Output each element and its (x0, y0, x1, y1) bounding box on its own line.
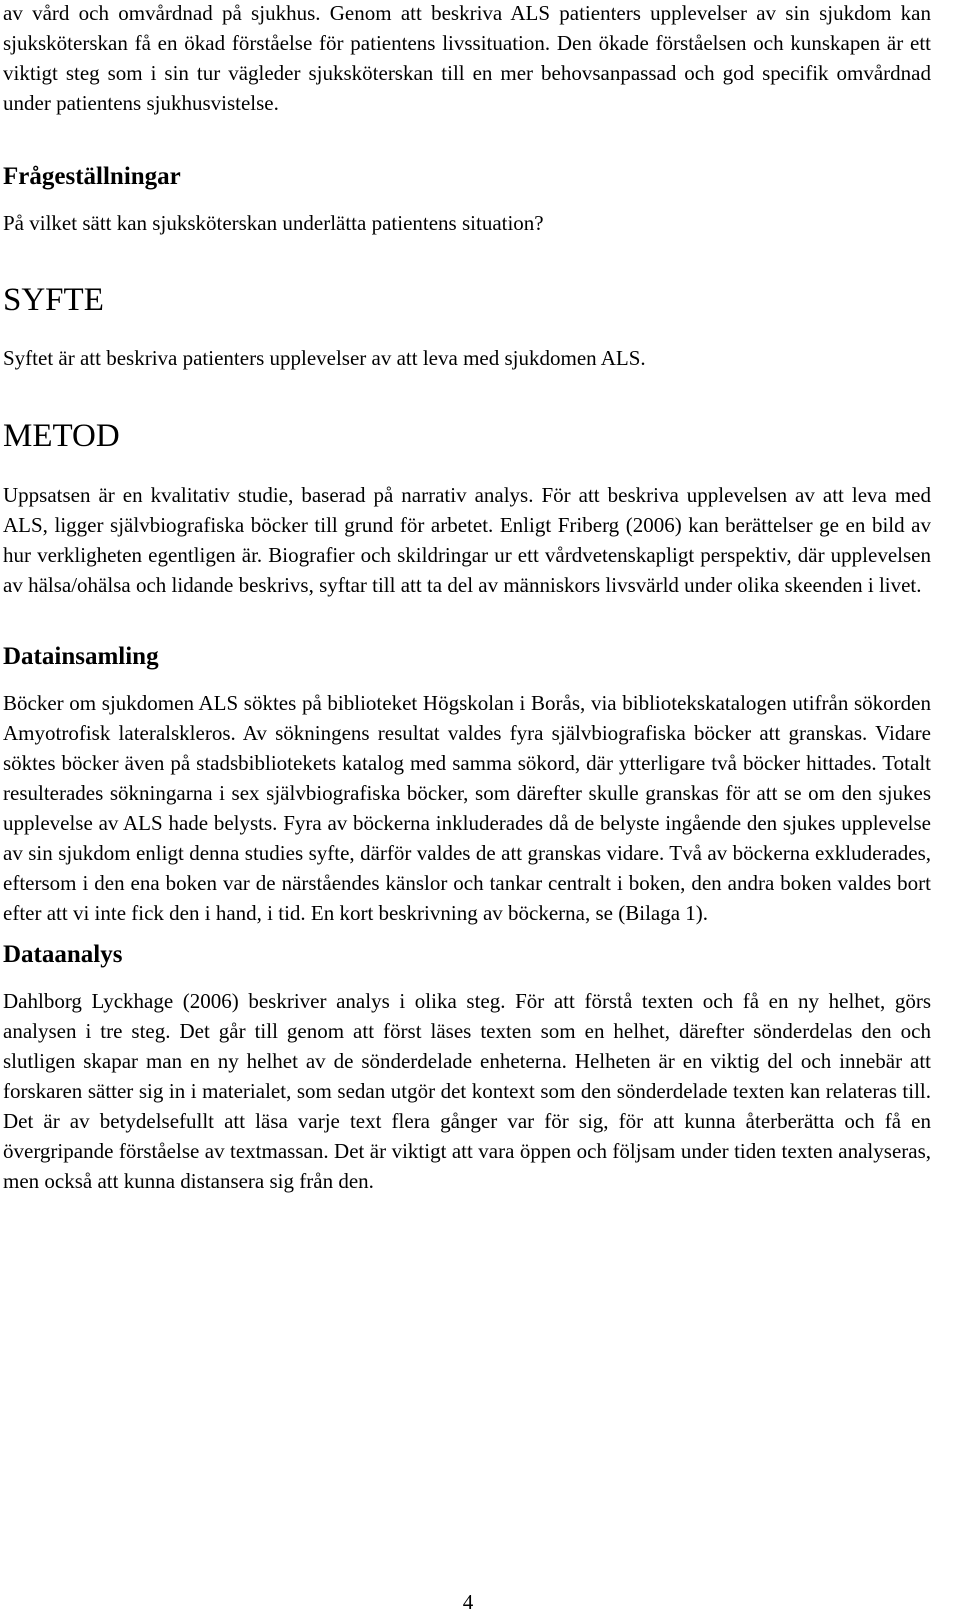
syfte-heading: SYFTE (3, 282, 104, 318)
fragestallningar-heading: Frågeställningar (3, 163, 181, 190)
dataanalys-heading: Dataanalys (3, 941, 123, 968)
page-number: 4 (462, 1590, 474, 1614)
fragestallningar-paragraph: På vilket sätt kan sjuksköterskan underlätta patientens situation? (3, 211, 544, 235)
datainsamling-heading: Datainsamling (3, 643, 159, 670)
dataanalys-paragraph: Dahlborg Lyckhage (2006) beskriver analys i olika steg. För att förstå texten och få en ny helhet, görs analysen i tre steg. Det går till genom att först läses texten som en helhet, därefter sönderdelas den och slutligen skapar man en ny helhet av de sönderdelade enheterna. Helheten är en viktig del och innebär att forskaren sätter sig in i materialet, som sedan utgör det kontext som den sönderdelade texten kan relateras till. Det är av betydelsefullt att läsa varje text flera gånger var för sig, för att kunna återberätta och få en övergripande förståelse av textmassan. Det är viktigt att vara öppen och följsam under tiden texten analyseras, men också att kunna distansera sig från den. (3, 989, 931, 1193)
datainsamling-paragraph: Böcker om sjukdomen ALS söktes på biblioteket Högskolan i Borås, via bibliotekskatalogen utifrån sökorden Amyotrofisk lateralskleros. Av sökningens resultat valdes fyra självbiografiska böcker att granskas. Vidare söktes böcker även på stadsbibliotekets katalog med samma sökord, där ytterligare två böcker hittades. Totalt resulterades sökningarna i sex självbiografiska böcker, som därefter skulle granskas för att se om den sjukes upplevelse av ALS hade belysts. Fyra av böckerna inkluderades då de belyste ingående den sjukes upplevelse av sin sjukdom enligt denna studies syfte, därför valdes de att granskas vidare. Två av böckerna exkluderades, eftersom i den ena boken var de närståendes känslor och tankar centralt i boken, den andra boken valdes bort efter att vi inte fick den i hand, i tid. En kort beskrivning av böckerna, se (Bilaga 1). (3, 691, 931, 925)
metod-heading: METOD (3, 418, 120, 454)
document-page (3, 0, 931, 1196)
syfte-paragraph: Syftet är att beskriva patienters upplevelser av att leva med sjukdomen ALS. (3, 346, 646, 370)
metod-paragraph: Uppsatsen är en kvalitativ studie, baserad på narrativ analys. För att beskriva upplevelsen av att leva med ALS, ligger självbiografiska böcker till grund för arbetet. Enligt Friberg (2006) kan berättelser ge en bild av hur verkligheten egentligen är. Biografier och skildringar ur ett vårdvetenskapligt perspektiv, där upplevelsen av hälsa/ohälsa och lidande beskrivs, syftar till att ta del av människors livsvärld under olika skeenden i livet. (3, 483, 931, 597)
intro-paragraph: av vård och omvårdnad på sjukhus. Genom att beskriva ALS patienters upplevelser av sin sjukdom kan sjuksköterskan få en ökad förståelse för patientens livssituation. Den ökade förståelsen och kunskapen är ett viktigt steg som i sin tur vägleder sjuksköterskan till en mer behovsanpassad och god specifik omvårdnad under patientens sjukhusvistelse. (3, 1, 931, 115)
